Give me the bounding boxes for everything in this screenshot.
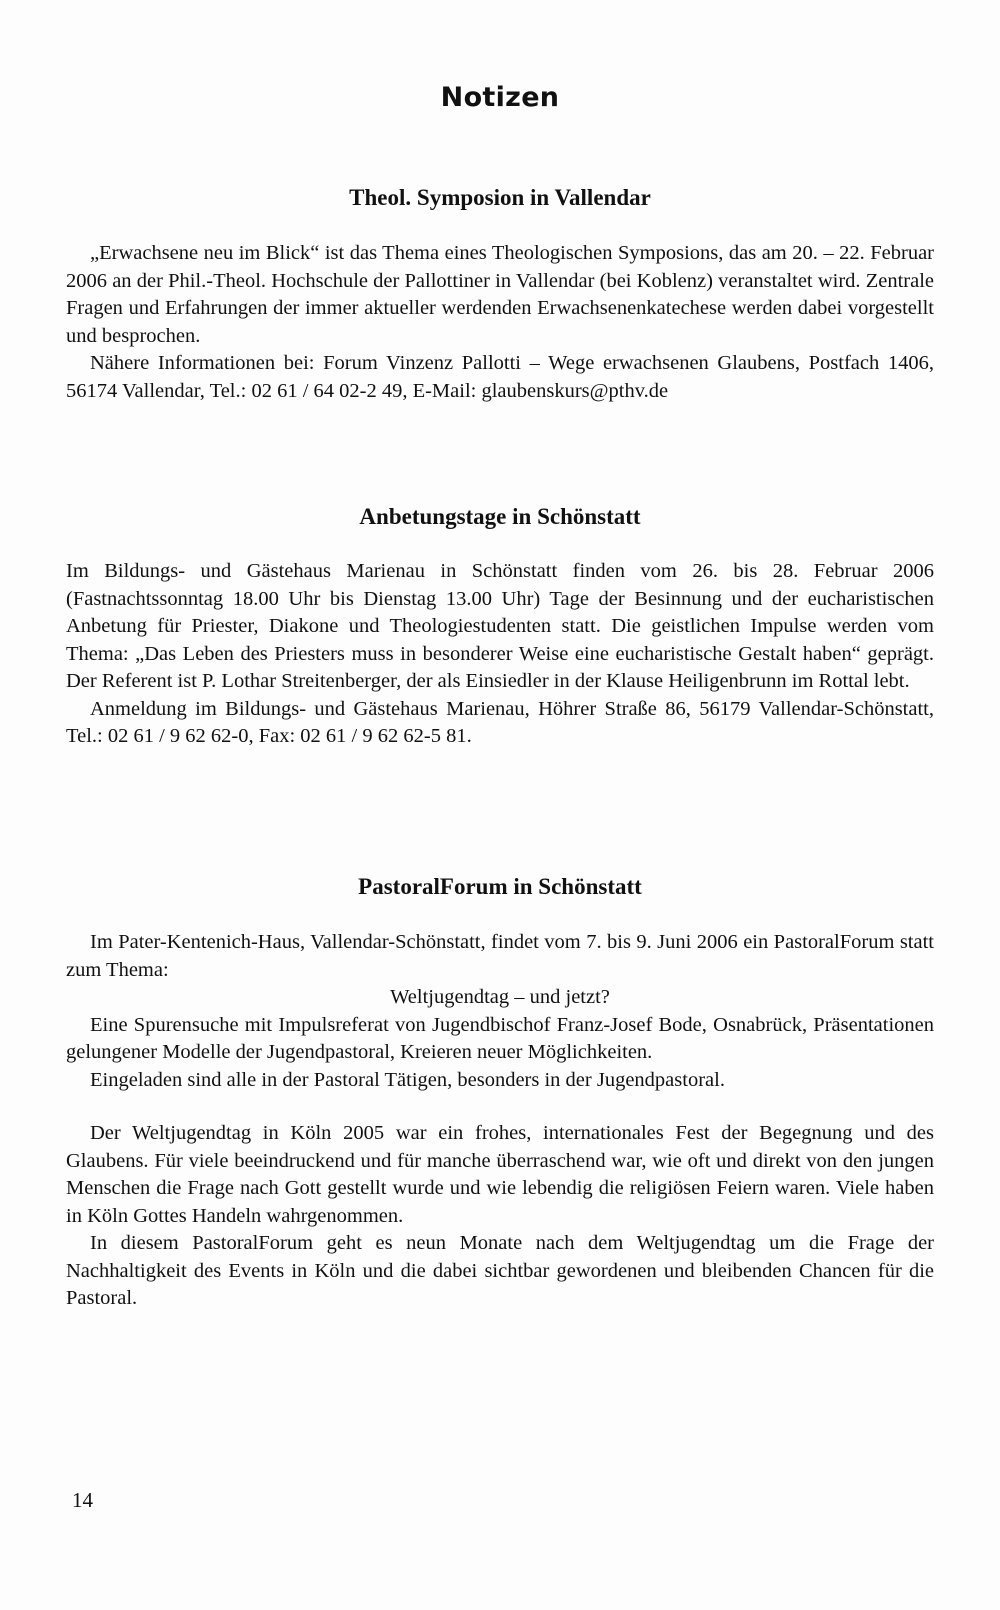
section-heading: PastoralForum in Schönstatt — [358, 874, 642, 899]
section-body — [66, 240, 934, 405]
paragraph: Nähere Informationen bei: Forum Vinzenz Pallotti – Wege erwachsenen Glaubens, Postfach 1406, 56174 Vallendar, Tel.: 02 61 / 64 02-2 49, E-Mail: glaubenskurs@pthv.de — [66, 352, 934, 402]
paragraph: Eine Spurensuche mit Impulsreferat von Jugendbischof Franz-Josef Bode, Osnabrück, Präsentationen gelungener Modelle der Jugendpastoral, Kreieren neuer Möglichkeiten. — [66, 1013, 934, 1063]
paragraph: Der Weltjugendtag in Köln 2005 war ein frohes, internationales Fest der Begegnung und des Glaubens. Für viele beeindruckend und für manche überraschend war, wie oft und direkt von den jungen Menschen die Frage nach Gott gestellt wurde und wie lebendig die religiösen Feiern waren. Viele haben in Köln Gottes Handeln wahrgenommen. — [66, 1122, 934, 1227]
forum-theme: Weltjugendtag – und jetzt? — [390, 986, 610, 1008]
paragraph: Im Pater-Kentenich-Haus, Vallendar-Schönstatt, findet vom 7. bis 9. Juni 2006 ein PastoralForum statt zum Thema: — [66, 931, 934, 981]
paragraph: Anmeldung im Bildungs- und Gästehaus Marienau, Höhrer Straße 86, 56179 Vallendar-Schönstatt, Tel.: 02 61 / 9 62 62-0, Fax: 02 61 / 9 62 62-5 81. — [66, 697, 934, 747]
section-symposion — [66, 183, 934, 405]
paragraph: Eingeladen sind alle in der Pastoral Tätigen, besonders in der Jugendpastoral. — [90, 1068, 725, 1091]
page-title: Notizen — [440, 82, 560, 113]
section-anbetungstage — [66, 502, 934, 751]
section-body — [66, 929, 934, 1313]
section-heading: Anbetungstage in Schönstatt — [359, 504, 641, 529]
paragraph: „Erwachsene neu im Blick“ ist das Thema eines Theologischen Symposions, das am 20. – 22. Februar 2006 an der Phil.-Theol. Hochschule der Pallottiner in Vallendar (bei Koblenz) veranstaltet wird. Zentrale Fragen und Erfahrungen der immer aktueller werdenden Erwachsenenkatechese werden dabei vorgestellt und besprochen. — [66, 242, 934, 347]
section-heading: Theol. Symposion in Vallendar — [349, 185, 651, 210]
page-number: 14 — [72, 1488, 93, 1512]
paragraph: In diesem PastoralForum geht es neun Monate nach dem Weltjugendtag um die Frage der Nachhaltigkeit des Events in Köln und die dabei sichtbar gewordenen und bleibenden Chancen für die Pastoral. — [66, 1232, 934, 1309]
section-pastoralforum — [66, 872, 934, 1313]
section-body — [66, 558, 934, 751]
paragraph-break — [66, 1094, 934, 1120]
paragraph: Im Bildungs- und Gästehaus Marienau in Schönstatt finden vom 26. bis 28. Februar 2006 (Fastnachtssonntag 18.00 Uhr bis Dienstag 13.00 Uhr) Tage der Besinnung und der eucharistischen Anbetung für Priester, Diakone und Theologiestudenten statt. Die geistlichen Impulse werden vom Thema: „Das Leben des Priesters muss in besonderer Weise eine eucharistische Gestalt haben“ geprägt. Der Referent ist P. Lothar Streitenberger, der als Einsiedler in der Klause Heiligenbrunn im Rottal lebt. — [66, 560, 934, 692]
